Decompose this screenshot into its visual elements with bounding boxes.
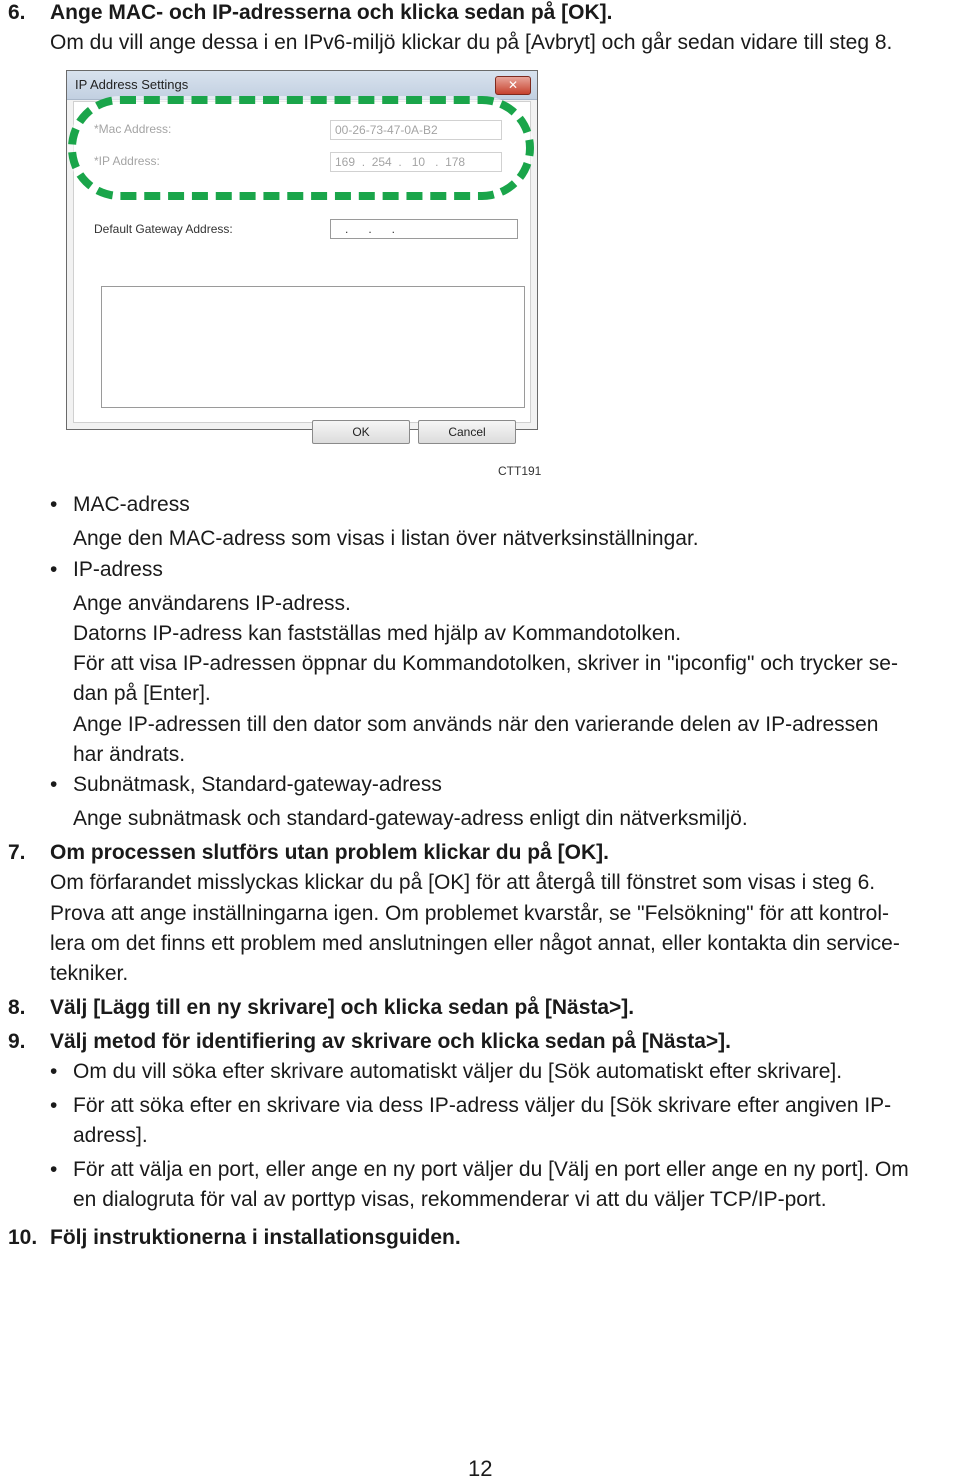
close-icon[interactable]: ✕ <box>495 76 531 95</box>
bullet-icon: • <box>50 1094 58 1117</box>
step-9-bullet-text: För att välja en port, eller ange en ny port väljer du [Välj en port eller ange en ny port]. Om <box>73 1158 909 1181</box>
step-7-number: 7. <box>8 841 26 864</box>
page-number: 12 <box>468 1456 493 1481</box>
step-7-text: lera om det finns ett problem med anslutningen eller något annat, eller kontakta din service- <box>50 932 900 955</box>
bullet-ip-title: IP-adress <box>73 558 163 581</box>
highlight-dashed-outline <box>68 96 534 200</box>
gateway-address-field[interactable]: . . . <box>330 219 518 239</box>
bullet-subnet-text: Ange subnätmask och standard-gateway-adress enligt din nätverksmiljö. <box>73 807 748 830</box>
bullet-mac-title: MAC-adress <box>73 493 190 516</box>
step-6-text: Om du vill ange dessa i en IPv6-miljö klickar du på [Avbryt] och går sedan vidare till steg 8. <box>50 31 893 54</box>
bullet-icon: • <box>50 1060 58 1083</box>
step-8-number: 8. <box>8 996 26 1019</box>
step-10-title: Följ instruktionerna i installationsguiden. <box>50 1226 461 1249</box>
step-7-title: Om processen slutförs utan problem klickar du på [OK]. <box>50 841 609 864</box>
bullet-icon: • <box>50 493 58 516</box>
cancel-button[interactable]: Cancel <box>418 420 516 444</box>
step-7-text: tekniker. <box>50 962 129 985</box>
dialog-title: IP Address Settings <box>75 77 189 92</box>
gateway-address-label: Default Gateway Address: <box>94 222 233 236</box>
bullet-icon: • <box>50 773 58 796</box>
ok-button[interactable]: OK <box>312 420 410 444</box>
bullet-ip-text: har ändrats. <box>73 743 186 766</box>
bullet-icon: • <box>50 1158 58 1181</box>
step-10-number: 10. <box>8 1226 38 1249</box>
step-7-text: Om förfarandet misslyckas klickar du på [OK] för att återgå till fönstret som visas i steg 6. <box>50 871 876 894</box>
bullet-ip-text: För att visa IP-adressen öppnar du Kommandotolken, skriver in "ipconfig" och trycker se- <box>73 652 898 675</box>
bullet-ip-text: Datorns IP-adress kan fastställas med hjälp av Kommandotolken. <box>73 622 682 645</box>
step-7-text: Prova att ange inställningarna igen. Om problemet kvarstår, se "Felsökning" för att kontrol- <box>50 902 889 925</box>
step-6-number: 6. <box>8 1 26 24</box>
step-6-title: Ange MAC- och IP-adresserna och klicka sedan på [OK]. <box>50 1 613 24</box>
step-9-bullet-text: en dialogruta för val av porttyp visas, rekommenderar vi att du väljer TCP/IP-port. <box>73 1188 827 1211</box>
bullet-ip-text: Ange IP-adressen till den dator som används när den varierande delen av IP-adressen <box>73 713 879 736</box>
step-9-bullet-text: adress]. <box>73 1124 148 1147</box>
status-text-area[interactable] <box>101 286 525 408</box>
step-9-bullet-text: För att söka efter en skrivare via dess IP-adress väljer du [Sök skrivare efter angiven IP- <box>73 1094 892 1117</box>
bullet-mac-text: Ange den MAC-adress som visas i listan över nätverksinställningar. <box>73 527 699 550</box>
step-9-title: Välj metod för identifiering av skrivare och klicka sedan på [Nästa>]. <box>50 1030 731 1053</box>
bullet-subnet-title: Subnätmask, Standard-gateway-adress <box>73 773 442 796</box>
bullet-icon: • <box>50 558 58 581</box>
step-9-number: 9. <box>8 1030 26 1053</box>
image-caption: CTT191 <box>498 464 542 478</box>
step-9-bullet-text: Om du vill söka efter skrivare automatiskt väljer du [Sök automatiskt efter skrivare]. <box>73 1060 843 1083</box>
bullet-ip-text: dan på [Enter]. <box>73 682 211 705</box>
bullet-ip-text: Ange användarens IP-adress. <box>73 592 351 615</box>
step-8-title: Välj [Lägg till en ny skrivare] och klicka sedan på [Nästa>]. <box>50 996 635 1019</box>
